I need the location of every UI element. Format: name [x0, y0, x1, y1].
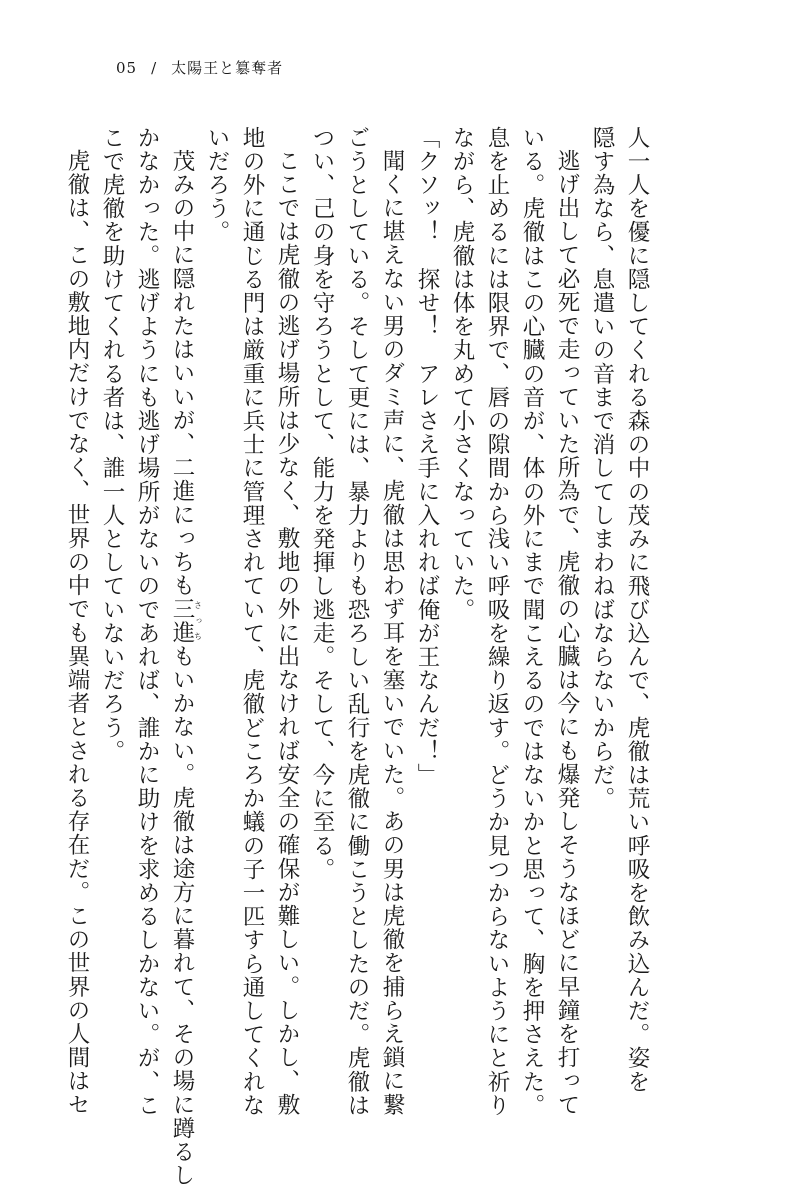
text-column: ごうとしている。そして更には、暴力よりも恐ろしい乱行を虎徹に働こうとしたのだ。虎徹は: [344, 126, 370, 1118]
text-column: つい、己の身を守ろうとして、能力を発揮し逃走。そして、今に至る。: [309, 126, 335, 882]
header-separator: /: [151, 59, 158, 77]
text-column: いる。虎徹はこの心臓の音が、体の外にまで聞こえるのではないかと思って、胸を押さえた。: [519, 126, 545, 1118]
text-column: こで虎徹を助けてくれる者は、誰一人としていないだろう。: [99, 126, 125, 764]
chapter-title: 太陽王と簒奪者: [171, 59, 284, 77]
text-column: ながら、虎徹は体を丸めて小さくなっていた。: [449, 126, 475, 622]
text-column: 虎徹は、この敷地内だけでなく、世界の中でも異端者とされる存在だ。この世界の人間はセ: [64, 149, 90, 1117]
text-column: 「クソッ！ 探せ！ アレさえ手に入れれば俺が王なんだ！」: [414, 126, 440, 787]
text-column: かなかった。逃げようにも逃げ場所がないのであれば、誰かに助けを求めるしかない。が、こ: [134, 126, 160, 1118]
text-column: 人一人を優に隠してくれる森の中の茂みに飛び込んで、虎徹は荒い呼吸を飲み込んだ。姿を: [624, 126, 650, 1094]
page-number: 05: [116, 59, 138, 77]
text-column: 隠す為なら、息遣いの音まで消してしまわねばならないからだ。: [589, 126, 615, 811]
ruby-annotation: 三進さっち: [169, 597, 203, 645]
text-column: いだろう。: [204, 126, 230, 244]
text-column: 聞くに堪えない男のダミ声に、虎徹は思わず耳を塞いでいた。あの男は虎徹を捕らえ鎖に繋: [379, 149, 405, 1117]
text-column: 茂みの中に隠れたはいいが、二進にっちも三進さっちもいかない。虎徹は途方に暮れて、その場に蹲るし: [169, 149, 203, 1187]
ruby-reading: さっち: [193, 597, 203, 645]
text-column: 息を止めるには限界で、唇の隙間から浅い呼吸を繰り返す。どうか見つからないようにと祈り: [484, 126, 510, 1118]
text-column: 逃げ出して必死で走っていた所為で、虎徹の心臓は今にも爆発しそうなほどに早鐘を打って: [554, 149, 580, 1117]
text-column: ここでは虎徹の逃げ場所は少なく、敷地の外に出なければ安全の確保が難しい。しかし、敷: [274, 149, 300, 1117]
text-column: 地の外に通じる門は厳重に兵士に管理されていて、虎徹どころか蟻の子一匹すら通してくれな: [239, 126, 265, 1118]
